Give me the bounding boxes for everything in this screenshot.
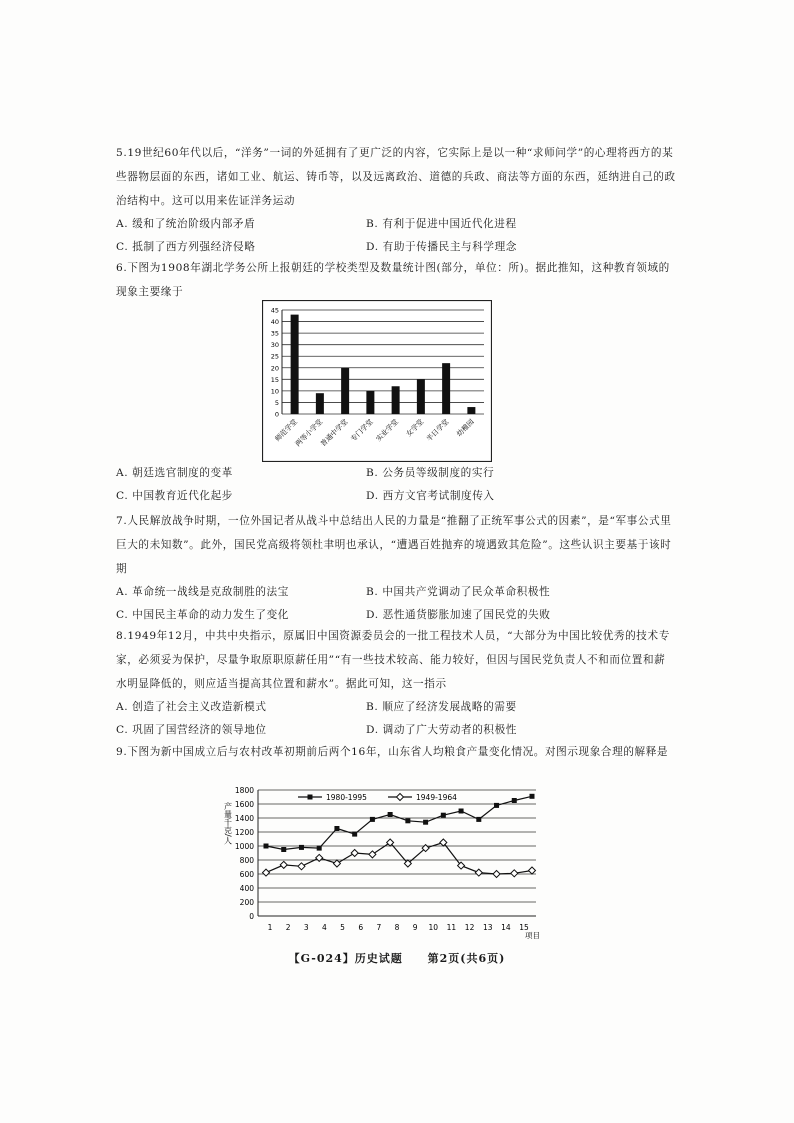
question-9 xyxy=(116,740,676,764)
x-tick-label: 15 xyxy=(519,923,529,932)
bar xyxy=(442,363,450,414)
option-b[interactable]: B. 有利于促进中国近代化进程 xyxy=(366,218,517,230)
y-tick-label: 30 xyxy=(270,341,279,350)
point-square xyxy=(334,826,339,831)
legend-marker xyxy=(308,795,313,800)
option-d[interactable]: D. 调动了广大劳动者的积极性 xyxy=(366,724,517,736)
question-6-answers xyxy=(116,462,676,508)
school-bar-chart xyxy=(262,300,492,466)
y-tick-label: 20 xyxy=(270,364,279,373)
point-square xyxy=(423,820,428,825)
question-6-stem: 6.下图为1908年湖北学务公所上报朝廷的学校类型及数量统计图(部分，单位：所)。据此推知，这种教育领域的现象主要缘于 xyxy=(116,262,670,298)
point-square xyxy=(405,818,410,823)
option-c[interactable]: C. 抵制了西方列强经济侵略 xyxy=(116,241,256,253)
option-b[interactable]: B. 中国共产党调动了民众革命积极性 xyxy=(366,586,551,598)
option-c[interactable]: C. 巩固了国营经济的领导地位 xyxy=(116,724,267,736)
point-square xyxy=(512,798,517,803)
bar xyxy=(392,386,400,414)
y-tick-label: 0 xyxy=(274,410,279,419)
y-tick-label: 25 xyxy=(270,352,279,361)
y-tick-label: 15 xyxy=(270,375,279,384)
point-square xyxy=(264,844,269,849)
page-footer xyxy=(0,950,794,966)
x-tick-label: 专门学堂 xyxy=(349,417,375,444)
x-tick-label: 1 xyxy=(267,923,273,932)
point-diamond xyxy=(529,867,536,874)
x-tick-label: 师范学堂 xyxy=(273,417,300,444)
point-square xyxy=(388,812,393,817)
x-tick-label: 4 xyxy=(322,923,327,932)
option-c[interactable]: C. 中国教育近代化起步 xyxy=(116,490,234,502)
x-tick-label: 2 xyxy=(285,923,291,932)
point-square xyxy=(441,813,446,818)
option-b[interactable]: B. 公务员等级制度的实行 xyxy=(366,467,495,479)
x-tick-label: 实业学堂 xyxy=(374,417,401,444)
x-tick-label: 7 xyxy=(376,923,382,932)
bar xyxy=(291,315,299,414)
y-tick-label: 5 xyxy=(274,398,279,407)
point-diamond xyxy=(333,860,340,867)
y-tick-label: 1200 xyxy=(234,828,254,837)
question-5-stem: 5.19世纪60年代以后，“洋务”一词的外延拥有了更广泛的内容，它实际上是以一种“求师问学”的心理将西方的某些器物层面的东西，诸如工业、航运、铸币等，以及远离政治、道德的兵政、商法等方面的东西，延纳进自己的政治结构中。这可以用来佐证洋务运动 xyxy=(116,147,676,207)
option-a[interactable]: A. 革命统一战线是克敌制胜的法宝 xyxy=(116,586,289,598)
point-square xyxy=(494,803,499,808)
option-a[interactable]: A. 朝廷选官制度的变革 xyxy=(116,467,233,479)
question-8 xyxy=(116,624,676,742)
point-diamond xyxy=(493,871,500,878)
point-diamond xyxy=(369,851,376,858)
point-square xyxy=(352,832,357,837)
bar xyxy=(316,393,324,414)
exam-code: 【G-024】历史试题 xyxy=(288,952,403,965)
point-square xyxy=(459,809,464,814)
y-tick-label: 200 xyxy=(239,898,254,907)
y-tick-label: 35 xyxy=(270,329,279,338)
point-diamond xyxy=(511,870,518,877)
point-diamond xyxy=(298,863,305,870)
x-tick-label: 普通中学堂 xyxy=(319,417,350,449)
y-tick-label: 1400 xyxy=(234,814,254,823)
question-7-options xyxy=(116,581,676,627)
x-tick-label: 9 xyxy=(412,923,418,932)
x-tick-label: 半日学堂 xyxy=(425,417,451,444)
question-6 xyxy=(116,256,676,304)
option-d[interactable]: D. 恶性通货膨胀加速了国民党的失败 xyxy=(366,609,551,621)
y-tick-label: 800 xyxy=(239,856,254,865)
x-tick-label: 12 xyxy=(464,923,475,932)
y-tick-label: 10 xyxy=(270,387,279,396)
point-diamond xyxy=(263,869,270,876)
question-7-stem: 7.人民解放战争时期，一位外国记者从战斗中总结出人民的力量是“推翻了正统军事公式的因素”，是“军事公式里巨大的未知数”。此外，国民党高级将领杜聿明也承认，“遭遇百姓抛弃的境遇致其危险”。这些认识主要基于该时期 xyxy=(116,515,672,575)
y-tick-label: 1600 xyxy=(234,800,254,809)
y-tick-label: 400 xyxy=(239,884,254,893)
x-axis-label: 项目 xyxy=(525,931,540,940)
point-square xyxy=(370,817,375,822)
question-9-stem: 9.下图为新中国成立后与农村改革初期前后两个16年，山东省人均粮食产量变化情况。对图示现象合理的解释是 xyxy=(116,746,669,758)
grain-line-chart xyxy=(206,782,556,951)
x-tick-label: 10 xyxy=(428,923,439,932)
point-square xyxy=(317,846,322,851)
y-tick-label: 1800 xyxy=(234,786,254,795)
bar xyxy=(341,368,349,414)
y-tick-label: 600 xyxy=(239,870,254,879)
bar xyxy=(366,391,374,414)
y-tick-label: 45 xyxy=(270,306,279,315)
point-square xyxy=(281,847,286,852)
question-6-options xyxy=(116,462,676,508)
option-a[interactable]: A. 创造了社会主义改造新模式 xyxy=(116,701,267,713)
option-d[interactable]: D. 西方文官考试制度传入 xyxy=(366,490,495,502)
question-5-options xyxy=(116,213,676,259)
y-tick-label: 40 xyxy=(270,318,279,327)
x-tick-label: 14 xyxy=(501,923,511,932)
y-tick-label: 1000 xyxy=(234,842,254,851)
x-tick-label: 幼稚园 xyxy=(455,417,476,439)
x-tick-label: 13 xyxy=(482,923,493,932)
question-8-options xyxy=(116,696,676,742)
legend-label: 1980-1995 xyxy=(326,793,367,802)
option-c[interactable]: C. 中国民主革命的动力发生了变化 xyxy=(116,609,289,621)
x-tick-label: 5 xyxy=(340,923,345,932)
x-tick-label: 3 xyxy=(303,923,309,932)
question-7 xyxy=(116,509,676,627)
x-tick-label: 女学堂 xyxy=(404,417,426,439)
point-square xyxy=(299,845,304,850)
point-diamond xyxy=(280,861,287,868)
point-diamond xyxy=(475,869,482,876)
x-tick-label: 两等小学堂 xyxy=(293,417,325,449)
line-chart-svg xyxy=(206,782,556,947)
y-axis-label: 产量千克/人 xyxy=(223,802,233,845)
legend-label: 1949-1964 xyxy=(416,793,457,802)
question-8-stem: 8.1949年12月，中共中央指示，原属旧中国资源委员会的一批工程技术人员，“大部分为中国比较优秀的技术专家，必须妥为保护，尽量争取原职原薪任用”“有一些技术较高、能力较好，但因与国民党负责人不和而位置和薪水明显降低的，则应适当提高其位置和薪水”。据此可知，这一指示 xyxy=(116,630,670,690)
option-d[interactable]: D. 有助于传播民主与科学理念 xyxy=(366,241,517,253)
x-tick-label: 8 xyxy=(394,923,400,932)
question-5 xyxy=(116,141,676,259)
point-diamond xyxy=(351,850,358,857)
bar xyxy=(467,407,475,414)
point-square xyxy=(530,794,535,799)
x-tick-label: 6 xyxy=(358,923,364,932)
x-tick-label: 11 xyxy=(446,923,457,932)
page-number: 第2页(共6页) xyxy=(427,952,506,965)
y-tick-label: 0 xyxy=(249,912,254,921)
option-b[interactable]: B. 顺应了经济发展战略的需要 xyxy=(366,701,517,713)
point-square xyxy=(476,817,481,822)
legend-marker xyxy=(397,794,404,801)
bar-chart-svg xyxy=(262,300,492,462)
option-a[interactable]: A. 缓和了统治阶级内部矛盾 xyxy=(116,218,256,230)
bar xyxy=(417,379,425,414)
